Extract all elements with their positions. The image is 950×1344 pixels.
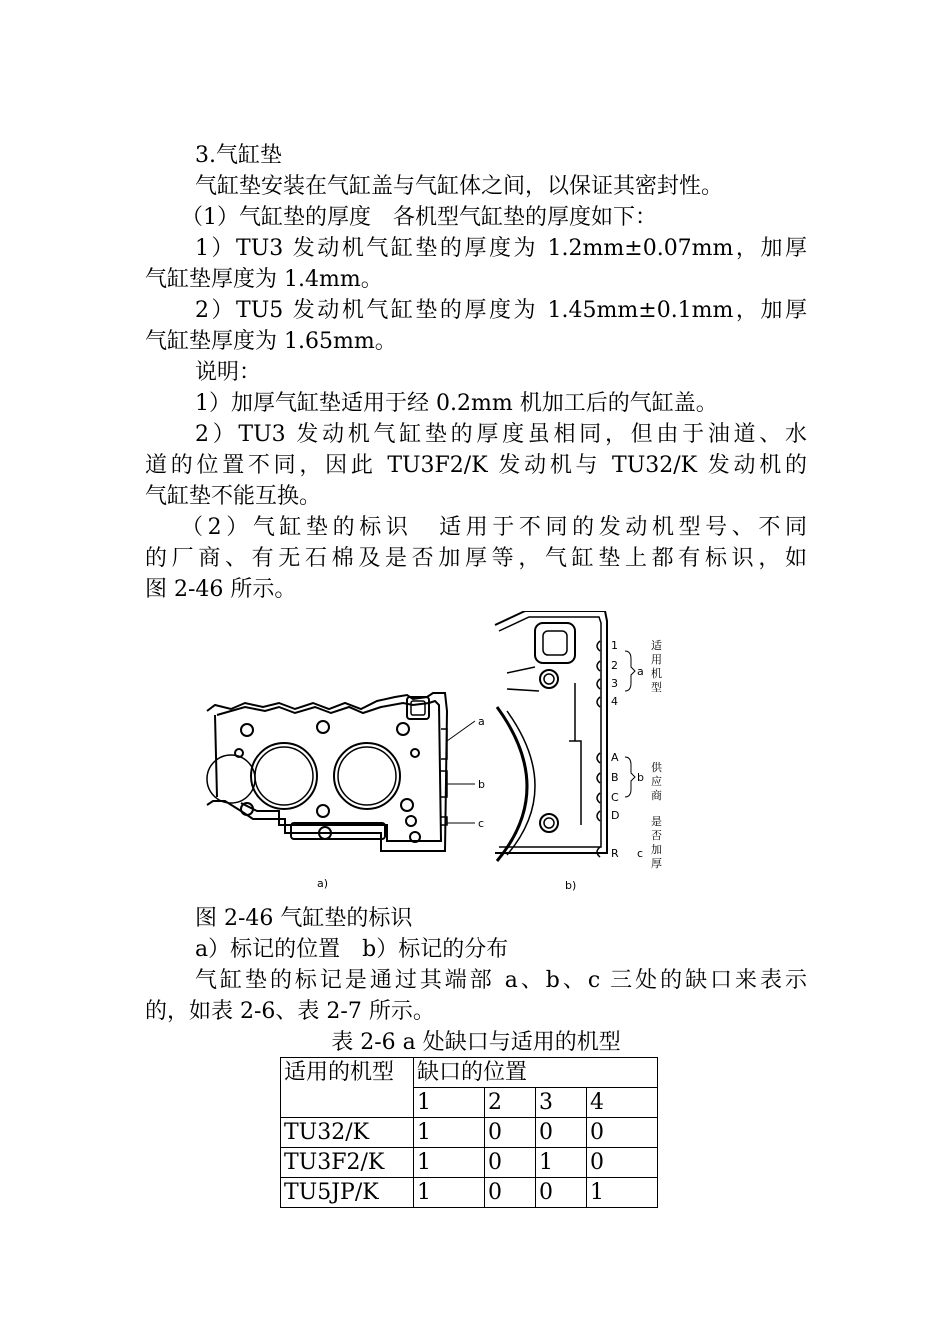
- mark-label-b: b: [478, 778, 485, 791]
- value-cell: 0: [536, 1118, 587, 1148]
- figure-caption: 图 2-46 气缸垫的标识: [195, 906, 413, 931]
- vertical-label-char: 机: [651, 667, 662, 680]
- vertical-label-char: 商: [651, 789, 662, 802]
- paragraph: 气缸垫的标记是通过其端部 a、b、c 三处的缺口来表示: [195, 968, 807, 993]
- paragraph: 道的位置不同，因此 TU3F2/K 发动机与 TU32/K 发动机的: [145, 453, 807, 478]
- paragraph: 气缸垫厚度为 1.4mm。: [145, 267, 383, 292]
- note-heading: 说明：: [195, 360, 262, 385]
- paragraph: 1）TU3 发动机气缸垫的厚度为 1.2mm±0.07mm，加厚: [195, 236, 807, 261]
- position-header: 1: [414, 1088, 485, 1118]
- model-cell: TU32/K: [281, 1118, 414, 1148]
- paragraph: 2）TU3 发动机气缸垫的厚度虽相同，但由于油道、水: [195, 422, 807, 447]
- notch-letter: A: [611, 751, 619, 764]
- table-caption: 表 2-6 a 处缺口与适用的机型: [331, 1030, 621, 1055]
- notch-number: 2: [611, 659, 618, 672]
- panel-b-label: b): [565, 879, 577, 892]
- paragraph: 2）TU5 发动机气缸垫的厚度为 1.45mm±0.1mm，加厚: [195, 298, 807, 323]
- panel-a-label: a): [317, 877, 329, 890]
- paragraph: 图 2-46 所示。: [145, 577, 297, 602]
- vertical-label-char: 是: [651, 815, 662, 828]
- group-label-a: a: [637, 665, 644, 678]
- value-cell: 0: [485, 1118, 536, 1148]
- table-header-row: [281, 1058, 658, 1088]
- model-cell: TU3F2/K: [281, 1148, 414, 1178]
- value-cell: 0: [485, 1148, 536, 1178]
- position-header: 3: [536, 1088, 587, 1118]
- gasket-panel-a: [207, 693, 475, 851]
- value-cell: 1: [414, 1178, 485, 1208]
- group-label-c: c: [637, 847, 644, 860]
- figure-subcaption: a）标记的位置 b）标记的分布: [195, 937, 509, 962]
- notch-letter: B: [611, 771, 619, 784]
- group-label-b: b: [637, 771, 644, 784]
- notch-letter: D: [611, 809, 620, 822]
- header-position: 缺口的位置: [414, 1058, 658, 1088]
- value-cell: 1: [587, 1178, 658, 1208]
- vertical-label-char: 加: [651, 843, 662, 856]
- value-cell: 1: [414, 1118, 485, 1148]
- table-row: [281, 1148, 658, 1178]
- position-header: 2: [485, 1088, 536, 1118]
- vertical-label-char: 用: [651, 653, 662, 666]
- paragraph: 气缸垫厚度为 1.65mm。: [145, 329, 397, 354]
- paragraph: （2）气缸垫的标识 适用于不同的发动机型号、不同: [181, 515, 807, 540]
- document-page: [145, 140, 807, 1208]
- paragraph: 气缸垫安装在气缸盖与气缸体之间，以保证其密封性。: [195, 174, 724, 199]
- table-row: [281, 1118, 658, 1148]
- model-cell: TU5JP/K: [281, 1178, 414, 1208]
- paragraph: 的厂商、有无石棉及是否加厚等，气缸垫上都有标识，如: [145, 546, 807, 571]
- value-cell: 1: [414, 1148, 485, 1178]
- vertical-label-char: 供: [651, 761, 662, 774]
- notch-letter: C: [611, 791, 619, 804]
- paragraph: 气缸垫不能互换。: [145, 484, 322, 509]
- notch-number: 4: [611, 695, 618, 708]
- position-header: 4: [587, 1088, 658, 1118]
- notch-number: 3: [611, 677, 618, 690]
- value-cell: 0: [485, 1178, 536, 1208]
- figure-gasket-marking: [145, 611, 807, 903]
- vertical-label-char: 应: [651, 775, 662, 788]
- value-cell: 1: [536, 1148, 587, 1178]
- notch-number: 1: [611, 639, 618, 652]
- model-notch-table: [280, 1057, 658, 1208]
- vertical-label-char: 否: [651, 829, 662, 842]
- vertical-label-char: 厚: [651, 857, 662, 870]
- table-row: [281, 1178, 658, 1208]
- value-cell: 0: [536, 1178, 587, 1208]
- mark-label-c: c: [478, 817, 485, 830]
- value-cell: 0: [587, 1148, 658, 1178]
- header-model: 适用的机型: [281, 1058, 414, 1118]
- gasket-diagram: [145, 611, 807, 903]
- paragraph: （1）气缸垫的厚度 各机型气缸垫的厚度如下：: [181, 205, 657, 230]
- value-cell: 0: [587, 1118, 658, 1148]
- paragraph: 的，如表 2-6、表 2-7 所示。: [145, 999, 435, 1024]
- vertical-label-char: 适: [651, 639, 662, 652]
- section-title: 3.气缸垫: [195, 143, 282, 168]
- notch-letter-r: R: [611, 847, 619, 860]
- vertical-label-char: 型: [651, 681, 662, 694]
- mark-label-a: a: [478, 715, 485, 728]
- paragraph: 1）加厚气缸垫适用于经 0.2mm 机加工后的气缸盖。: [195, 391, 718, 416]
